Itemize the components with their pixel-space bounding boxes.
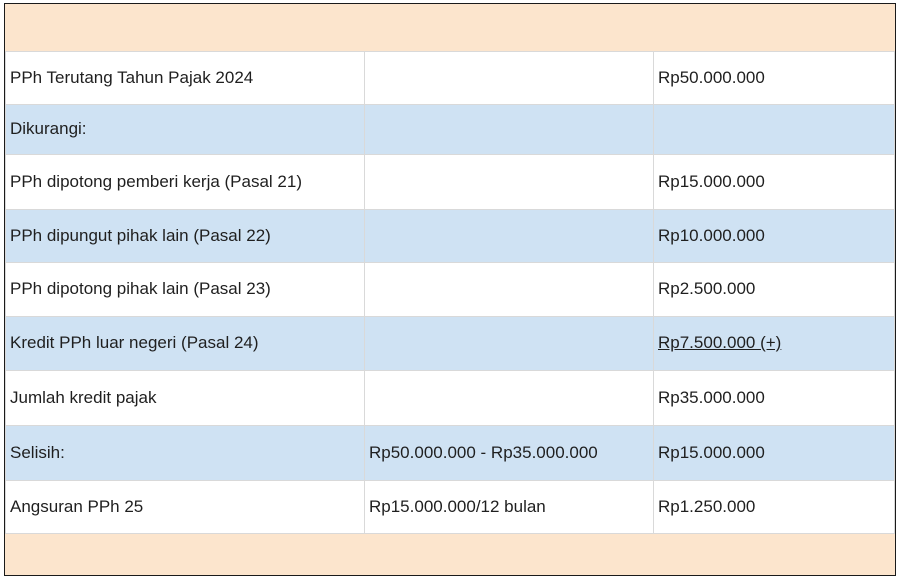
label-cell: PPh dipotong pemberi kerja (Pasal 21) [6,155,365,210]
table-row-pasal-23 [6,263,895,317]
header-band-row [6,5,895,52]
value-cell: Rp10.000.000 [654,210,895,263]
label-cell: Angsuran PPh 25 [6,481,365,534]
label-cell: Dikurangi: [6,105,365,155]
header-band-cell [365,5,654,52]
calc-cell [365,371,654,426]
value-cell: Rp35.000.000 [654,371,895,426]
calc-cell [365,155,654,210]
table-row-pasal-21 [6,155,895,210]
header-band-cell [6,5,365,52]
table-row-angsuran [6,481,895,534]
table-row-jumlah-kredit [6,371,895,426]
value-cell: Rp7.500.000 (+) [654,317,895,371]
calc-cell [365,317,654,371]
label-cell: PPh dipungut pihak lain (Pasal 22) [6,210,365,263]
calc-cell [365,105,654,155]
table-row-pasal-22 [6,210,895,263]
value-cell: Rp2.500.000 [654,263,895,317]
calc-cell [365,263,654,317]
footer-band-cell [365,534,654,577]
table-row-pasal-24 [6,317,895,371]
footer-band-cell [6,534,365,577]
label-cell: Jumlah kredit pajak [6,371,365,426]
tax-table [5,4,895,576]
table-row-dikurangi [6,105,895,155]
label-cell: PPh dipotong pihak lain (Pasal 23) [6,263,365,317]
tax-calculation-table [4,3,896,576]
footer-band-cell [654,534,895,577]
header-band-cell [654,5,895,52]
value-cell: Rp50.000.000 [654,52,895,105]
calc-cell [365,52,654,105]
calc-cell: Rp15.000.000/12 bulan [365,481,654,534]
value-cell [654,105,895,155]
value-cell: Rp1.250.000 [654,481,895,534]
value-cell: Rp15.000.000 [654,426,895,481]
calc-cell [365,210,654,263]
value-cell: Rp15.000.000 [654,155,895,210]
calc-cell: Rp50.000.000 - Rp35.000.000 [365,426,654,481]
footer-band-row [6,534,895,577]
table-row-pph-terutang [6,52,895,105]
table-row-selisih [6,426,895,481]
label-cell: PPh Terutang Tahun Pajak 2024 [6,52,365,105]
label-cell: Kredit PPh luar negeri (Pasal 24) [6,317,365,371]
label-cell: Selisih: [6,426,365,481]
